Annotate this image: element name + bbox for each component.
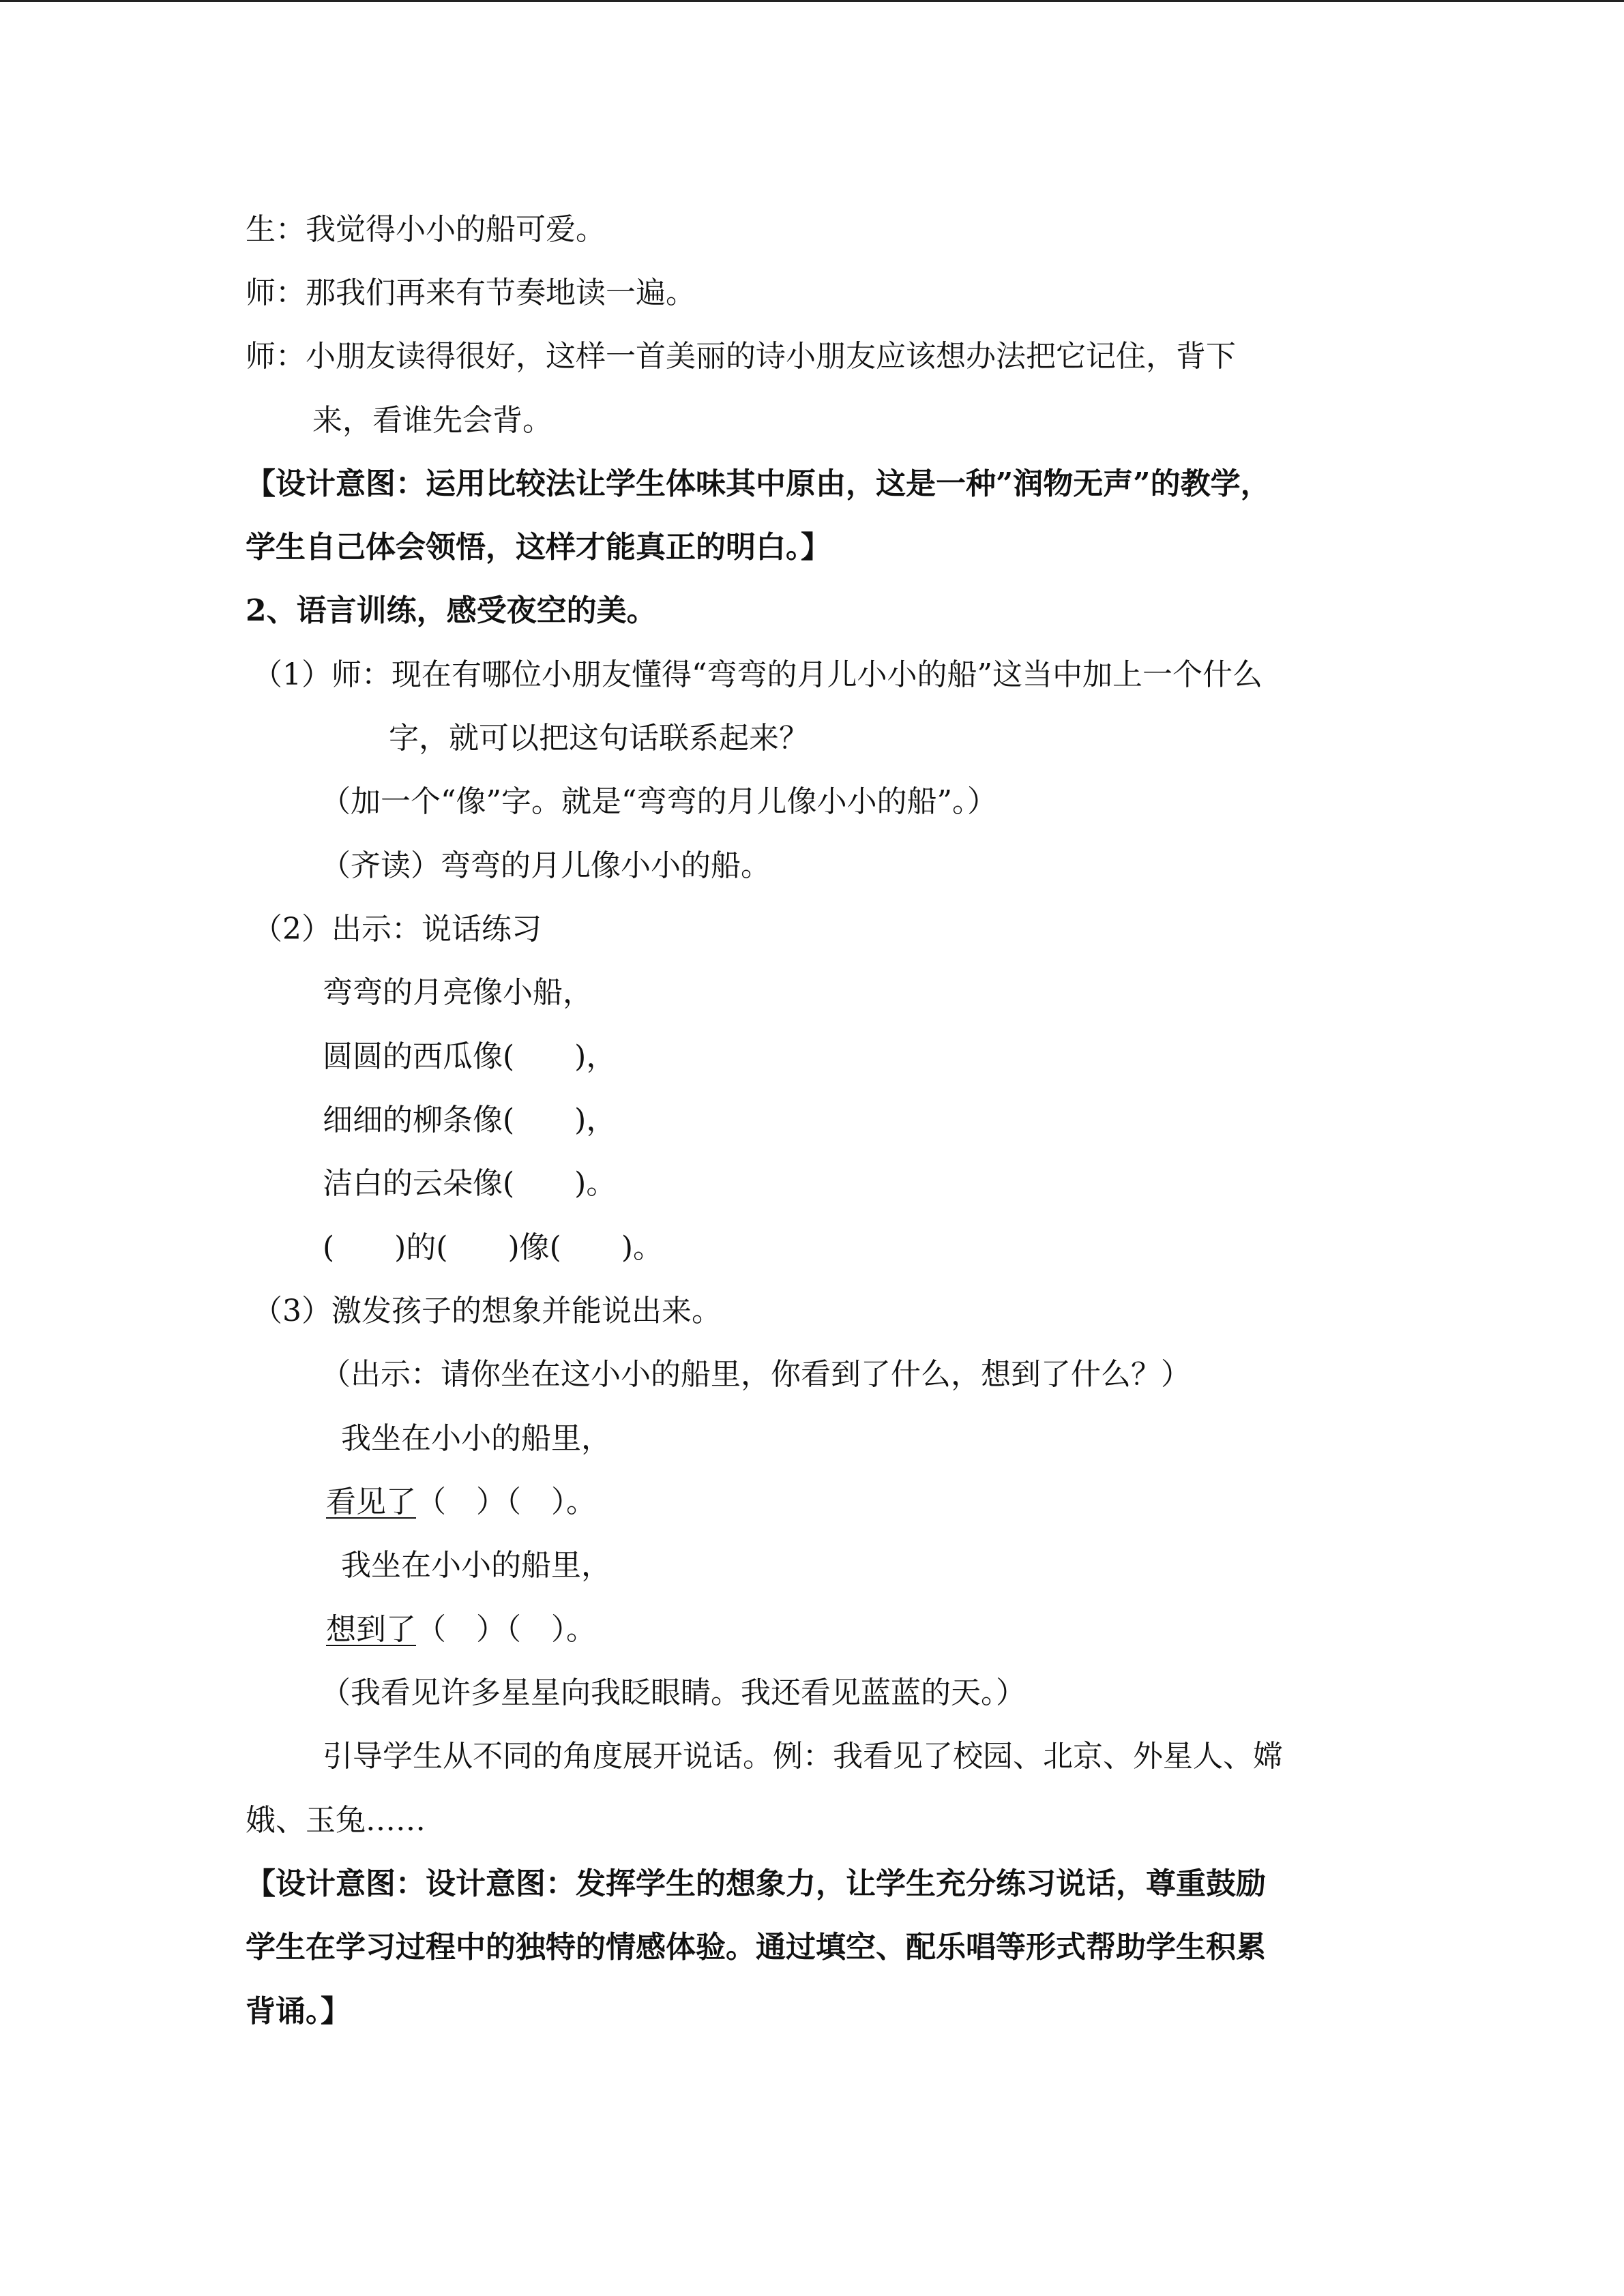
exercise-line: ( )的( )像( )。 (323, 1230, 663, 1265)
text-line: （2）出示：说话练习 (252, 912, 542, 946)
design-intent-note: 【设计意图：运用比较法让学生体味其中原由，这是一种”润物无声”的教学， (246, 466, 1271, 501)
design-intent-note: 学生自己体会领悟，这样才能真正的明白。】 (246, 530, 831, 565)
text-line: （齐读）弯弯的月儿像小小的船。 (321, 848, 771, 883)
text-line: （我看见许多星星向我眨眼睛。我还看见蓝蓝的天。） (321, 1675, 1026, 1710)
text-line: 师：那我们再来有节奏地读一遍。 (246, 275, 696, 310)
text-line: （1）师：现在有哪位小朋友懂得“弯弯的月儿小小的船”这当中加上一个什么 (252, 657, 1263, 692)
exercise-line: 弯弯的月亮像小船， (323, 975, 593, 1010)
text-line: 生：我觉得小小的船可爱。 (246, 212, 606, 247)
text-line: （出示：请你坐在这小小的船里，你看到了什么，想到了什么？） (321, 1357, 1191, 1392)
design-intent-note: 背诵。】 (246, 1994, 351, 2029)
design-intent-note: 学生在学习过程中的独特的情感体验。通过填空、配乐唱等形式帮助学生积累 (246, 1930, 1266, 1965)
exercise-line: 细细的柳条像( )， (323, 1103, 617, 1137)
exercise-line: 圆圆的西瓜像( )， (323, 1039, 617, 1074)
text-line: 来，看谁先会背。 (312, 403, 552, 438)
exercise-line (326, 1609, 596, 1650)
exercise-line: 我坐在小小的船里， (341, 1421, 611, 1456)
design-intent-note: 【设计意图：设计意图：发挥学生的想象力，让学生充分练习说话，尊重鼓励 (246, 1866, 1266, 1901)
text-line: 字，就可以把这句话联系起来？ (389, 721, 809, 756)
section-heading: 2、语言训练，感受夜空的美。 (246, 593, 657, 628)
blank-pair: （ ）（ ）。 (416, 1612, 596, 1647)
underlined-prompt: 想到了 (326, 1612, 416, 1647)
text-line: 引导学生从不同的角度展开说话。例：我看见了校园、北京、外星人、嫦 (323, 1739, 1283, 1774)
text-line: 娥、玉兔…… (246, 1803, 426, 1838)
text-line: 师：小朋友读得很好，这样一首美丽的诗小朋友应该想办法把它记住，背下 (246, 339, 1236, 374)
blank-pair: （ ）（ ）。 (416, 1485, 596, 1519)
exercise-line: 我坐在小小的船里， (341, 1548, 611, 1583)
text-line: （加一个“像”字。就是“弯弯的月儿像小小的船”。） (321, 784, 997, 819)
page-top-border (0, 0, 1624, 2)
exercise-line (326, 1482, 596, 1523)
underlined-prompt: 看见了 (326, 1485, 416, 1519)
text-line: （3）激发孩子的想象并能说出来。 (252, 1294, 722, 1328)
exercise-line: 洁白的云朵像( )。 (323, 1166, 617, 1201)
